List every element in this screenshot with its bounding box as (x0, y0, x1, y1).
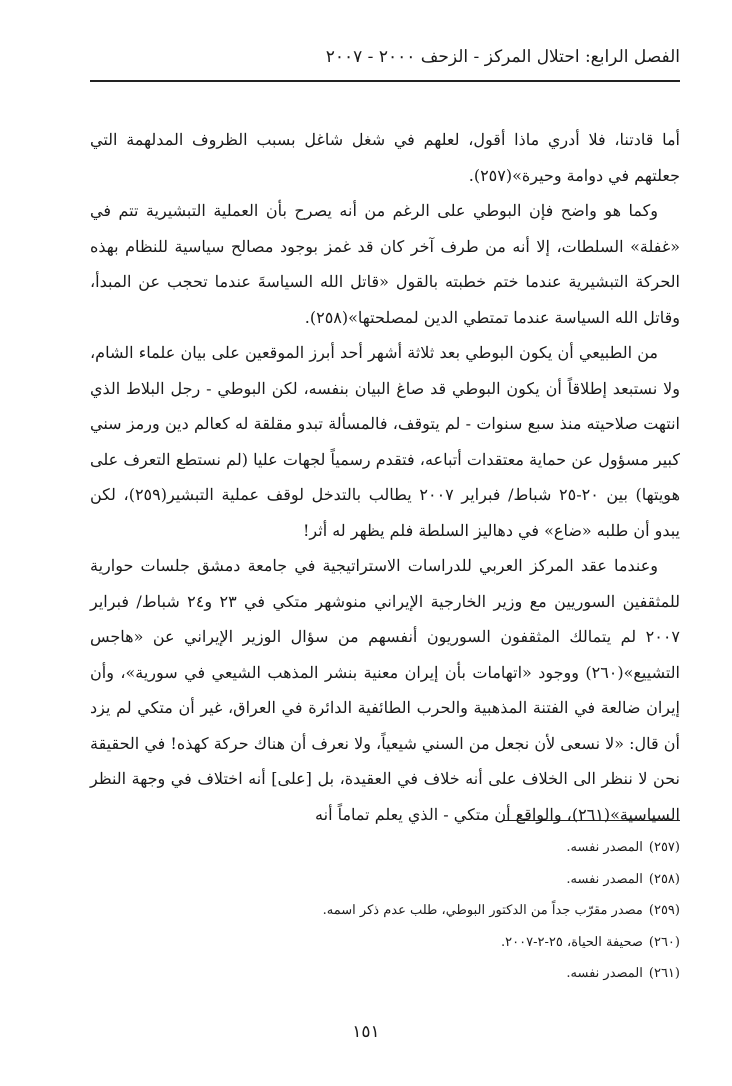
footnote-text: مصدر مقرّب جداً من الدكتور البوطي، طلب عدم ذكر اسمه. (322, 903, 643, 918)
footnote-number: (٢٥٧) (648, 840, 680, 855)
footnotes (90, 832, 680, 990)
paragraph-3: من الطبيعي أن يكون البوطي بعد ثلاثة أشهر أحد أبرز الموقعين على بيان علماء الشام، ولا نستبعد إطلاقاً أن يكون البوطي قد صاغ البيان بنفسه، لكن البوطي - رجل البلاط الذي انتهت صلاحيته منذ سبع سنوات - لم يتوقف، فالمسألة تبدو مقلقة له كعالم دين ورمز سني كبير مسؤول عن حماية معتقدات أتباعه، فتقدم رسمياً لجهات عليا (لم نستطع التعرف على هويتها) بين ٢٠-٢٥ شباط/ فبراير ٢٠٠٧ يطالب بالتدخل لوقف عملية التبشير(٢٥٩)، لكن يبدو أن طلبه «ضاع» في دهاليز السلطة فلم يظهر له أثر! (90, 343, 681, 540)
footnote-259 (90, 895, 680, 927)
running-header: الفصل الرابع: احتلال المركز - الزحف ٢٠٠٠ - ٢٠٠٧ (325, 47, 680, 67)
footnote-text: المصدر نفسه. (566, 966, 643, 981)
footnote-261 (90, 958, 680, 990)
footnote-number: (٢٦١) (648, 966, 680, 981)
header-rule (90, 80, 680, 82)
footnote-257 (90, 832, 680, 864)
paragraph-4: وعندما عقد المركز العربي للدراسات الاستراتيجية في جامعة دمشق جلسات حوارية للمثقفين السوريين مع وزير الخارجية الإيراني منوشهر متكي في ٢٣ و٢٤ شباط/ فبراير ٢٠٠٧ لم يتمالك المثقفون السوريون أنفسهم من سؤال الوزير الإيراني عن «هاجس التشييع»(٢٦٠) ووجود «اتهامات بأن إيران معنية بنشر المذهب الشيعي في سورية»، وأن إيران ضالعة في الفتنة المذهبية والحرب الطائفية الدائرة في العراق، غير أن متكي لم يزد أن قال: «لا نسعى لأن نجعل من السني شيعياً، ولا نعرف أن هناك حركة كهذه! في الحقيقة نحن لا ننظر الى الخلاف على أنه خلاف في العقيدة، بل [على] أنه اختلاف في وجهة النظر السياسية»(٢٦١)، والواقع أن متكي - الذي يعلم تماماً أنه (90, 556, 681, 824)
footnote-number: (٢٦٠) (648, 934, 680, 950)
body-text (90, 122, 680, 832)
paragraph-2: وكما هو واضح فإن البوطي على الرغم من أنه يصرح بأن العملية التبشيرية تتم في «غفلة» السلطات، إلا أنه من طرف آخر كان قد غمز بوجود مصالح سياسية للنظام بهذه الحركة التبشيرية عندما ختم خطبته بالقول «قاتل الله السياسةَ عندما تحجب عن المبدأ، وقاتل الله السياسة عندما تمتطي الدين لمصلحتها»(٢٥٨). (90, 201, 680, 327)
footnote-number: (٢٥٩) (648, 903, 680, 918)
footnote-text: المصدر نفسه. (566, 871, 643, 887)
footnote-text: المصدر نفسه. (566, 840, 643, 855)
footnote-text: صحيفة الحياة، ٢٥-٢-٢٠٠٧. (501, 934, 643, 950)
footnote-number: (٢٥٨) (648, 871, 680, 887)
footnote-258 (90, 864, 680, 896)
footnote-260 (90, 927, 680, 959)
paragraph-1: أما قادتنا، فلا أدري ماذا أقول، لعلهم في شغل شاغل بسبب الظروف المدلهمة التي جعلتهم في دوامة وحيرة»(٢٥٧). (90, 130, 680, 185)
footnote-rule (502, 820, 680, 821)
page-number: ١٥١ (352, 1022, 380, 1042)
